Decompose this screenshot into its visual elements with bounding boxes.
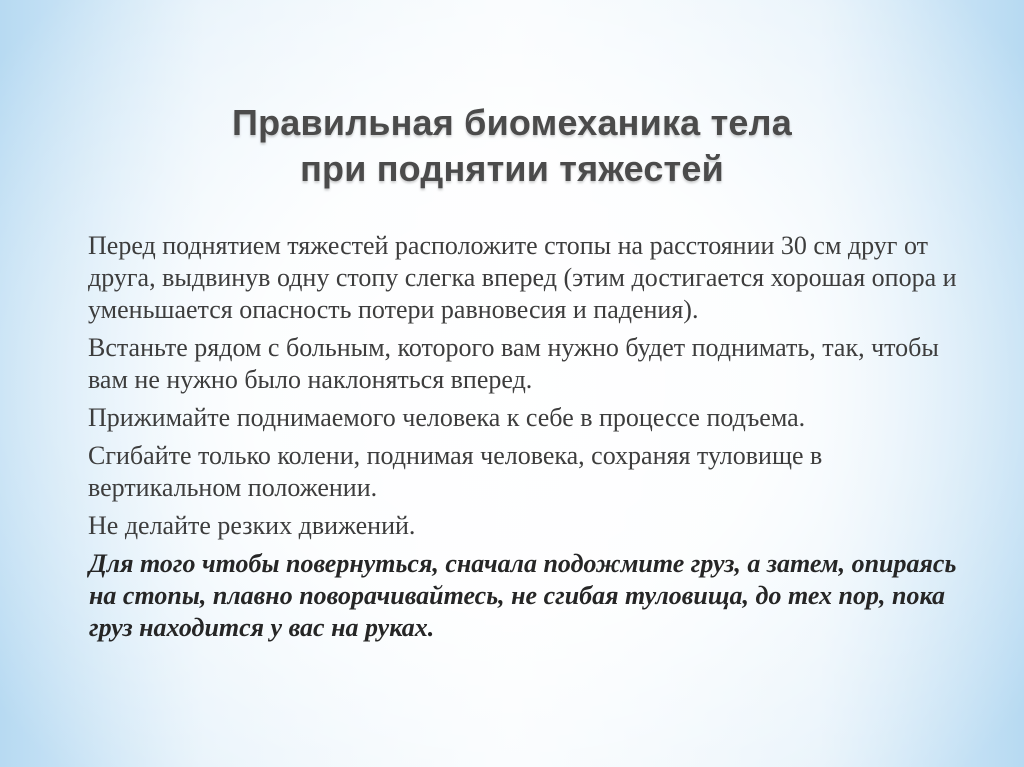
slide-body xyxy=(88,230,968,650)
body-paragraph-knees: Сгибайте только колени, поднимая человека, сохраняя туловище в вертикальном положении. xyxy=(88,441,823,502)
body-paragraph-stance: Перед поднятием тяжестей расположите стопы на расстоянии 30 см друг от друга, выдвинув одну стопу слегка вперед (этим достигается хорошая опора и уменьшается опасность потери равновесия и падения). xyxy=(88,231,957,324)
body-paragraph-sudden-moves: Не делайте резких движений. xyxy=(88,511,416,540)
body-paragraph-hold: Прижимайте поднимаемого человека к себе в процессе подъема. xyxy=(88,403,806,432)
slide-title-line-1: Правильная биомеханика тела xyxy=(232,102,792,143)
body-paragraph-position: Встаньте рядом с больным, которого вам нужно будет поднимать, так, чтобы вам не нужно было наклоняться вперед. xyxy=(88,333,939,394)
slide-title-line-2: при поднятии тяжестей xyxy=(300,148,724,189)
slide-title xyxy=(150,100,874,192)
body-paragraph-turning: Для того чтобы повернуться, сначала подожмите груз, а затем, опираясь на стопы, плавно поворачивайтесь, не сгибая туловища, до тех пор, пока груз находится у вас на руках. xyxy=(89,549,957,642)
